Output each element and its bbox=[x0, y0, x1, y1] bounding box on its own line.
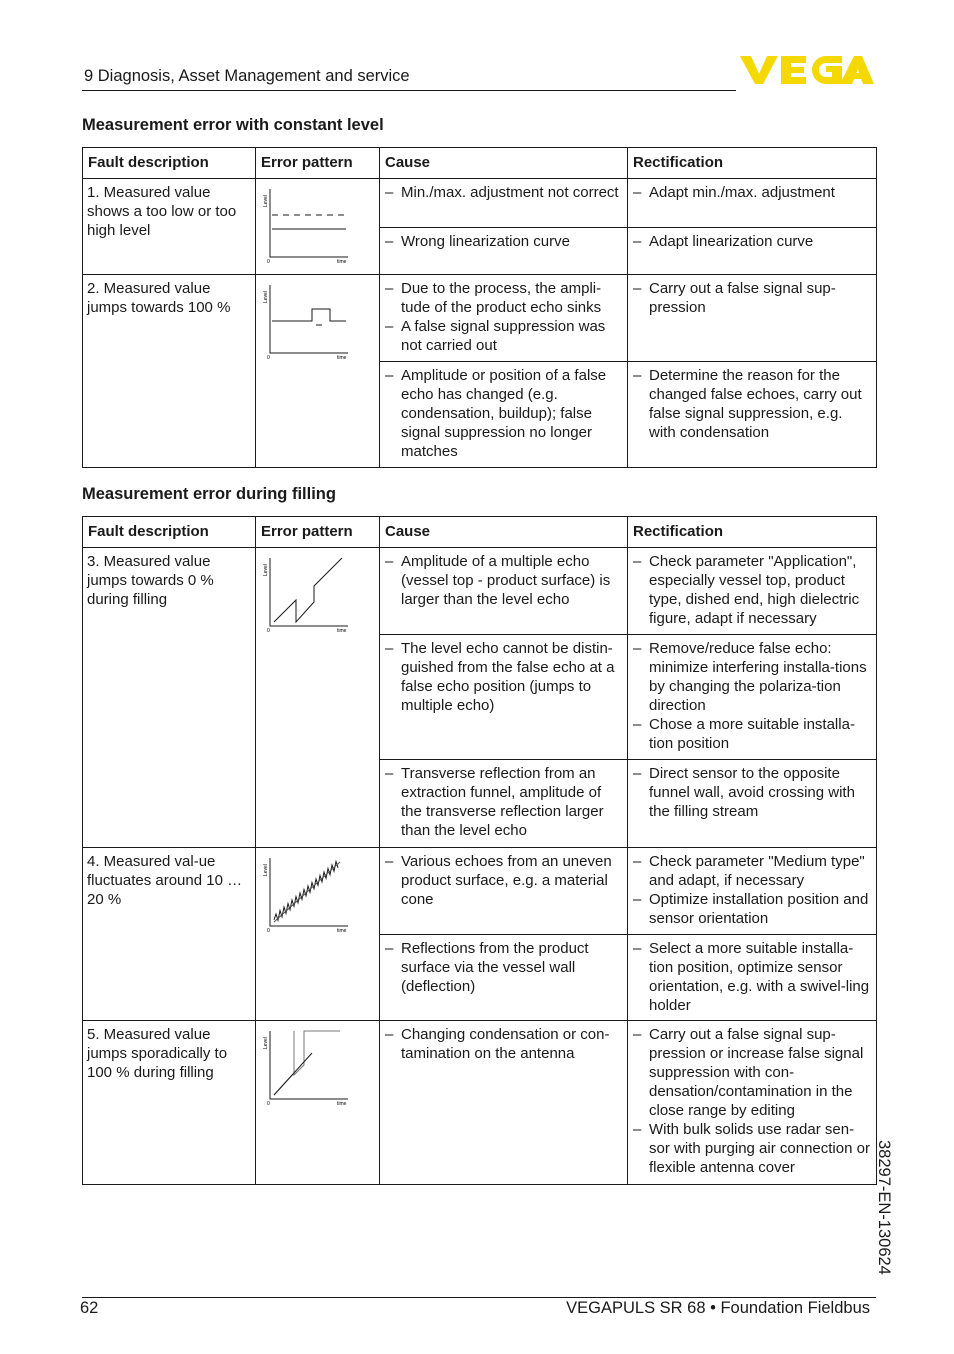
pattern-origin-label: 0 bbox=[267, 628, 270, 634]
rectification-cell bbox=[628, 228, 877, 275]
rectification-cell bbox=[628, 1021, 877, 1185]
pattern-measured-line bbox=[272, 309, 346, 321]
rectification-list bbox=[633, 366, 871, 442]
rectification-cell bbox=[628, 848, 877, 935]
pattern-true-level-line bbox=[274, 862, 340, 922]
rectification-item: – Select a more suitable installa-tion position, optimize sensor orientation, e.g. with a swivel-ling holder bbox=[633, 939, 871, 1015]
rectification-item: – Determine the reason for the changed false echoes, carry out false signal suppression, e.g. with condensation bbox=[633, 366, 871, 442]
pattern-x-label: time bbox=[337, 1101, 347, 1107]
fault-description: 1. Measured value shows a too low or too high level bbox=[83, 179, 256, 275]
pattern-y-label: Level bbox=[263, 864, 269, 876]
cause-cell bbox=[380, 548, 628, 635]
section2-table bbox=[82, 516, 877, 1185]
pattern-origin-label: 0 bbox=[267, 259, 270, 265]
error-pattern-cell bbox=[256, 179, 380, 275]
cause-cell bbox=[380, 760, 628, 848]
cause-item: – Wrong linearization curve bbox=[385, 232, 622, 251]
rectification-item: – Carry out a false signal sup-pression bbox=[633, 279, 871, 317]
pattern-axes bbox=[270, 189, 348, 257]
table-header-row bbox=[83, 517, 877, 548]
error-pattern-cell bbox=[256, 275, 380, 468]
rectification-item: – Adapt min./max. adjustment bbox=[633, 183, 871, 202]
rectification-list bbox=[633, 232, 871, 251]
cause-item: – Amplitude or position of a false echo has changed (e.g. condensation, buildup); false signal suppression no longer matches bbox=[385, 366, 622, 461]
rectification-list bbox=[633, 279, 871, 317]
pattern-axes bbox=[270, 1031, 348, 1099]
cause-cell bbox=[380, 179, 628, 228]
cause-item: – Amplitude of a multiple echo (vessel top - product surface) is larger than the level echo bbox=[385, 552, 622, 609]
cause-list bbox=[385, 1025, 622, 1063]
section2-title: Measurement error during filling bbox=[82, 485, 336, 503]
page-number: 62 bbox=[80, 1299, 99, 1317]
error-pattern-chart bbox=[260, 552, 350, 634]
cause-item: – Min./max. adjustment not correct bbox=[385, 183, 622, 202]
table-row bbox=[83, 548, 877, 635]
cause-list bbox=[385, 279, 622, 355]
col-fault-header: Fault description bbox=[83, 148, 256, 179]
col-cause-header: Cause bbox=[380, 517, 628, 548]
pattern-measured-line bbox=[274, 1031, 340, 1095]
pattern-origin-label: 0 bbox=[267, 928, 270, 934]
rectification-cell bbox=[628, 760, 877, 848]
rectification-item: – Check parameter "Application", especially vessel top, product type, dished end, high dielectric figure, adapt if necessary bbox=[633, 552, 871, 628]
rectification-item: – Optimize installation position and sensor orientation bbox=[633, 890, 871, 928]
section1-table bbox=[82, 147, 877, 468]
rectification-item: – Adapt linearization curve bbox=[633, 232, 871, 251]
cause-list bbox=[385, 639, 622, 715]
cause-list bbox=[385, 232, 622, 251]
rectification-item: – Carry out a false signal sup-pression or increase false signal suppression with con-densation/contamination in the close range by editing bbox=[633, 1025, 871, 1120]
rectification-list bbox=[633, 183, 871, 202]
rectification-cell bbox=[628, 935, 877, 1021]
section1-title: Measurement error with constant level bbox=[82, 116, 384, 134]
cause-list bbox=[385, 764, 622, 840]
cause-list bbox=[385, 552, 622, 609]
fault-description: 4. Measured val-ue fluctuates around 10 … 20 % bbox=[83, 848, 256, 1021]
error-pattern-chart bbox=[260, 1025, 350, 1107]
rectification-list bbox=[633, 1025, 871, 1177]
error-pattern-chart bbox=[260, 279, 350, 361]
pattern-measured-line bbox=[274, 862, 338, 921]
cause-item: – Changing condensation or con-tamination on the antenna bbox=[385, 1025, 622, 1063]
cause-list bbox=[385, 183, 622, 202]
cause-cell bbox=[380, 275, 628, 362]
pattern-x-label: time bbox=[337, 355, 347, 361]
rectification-item: – Direct sensor to the opposite funnel wall, avoid crossing with the filling stream bbox=[633, 764, 871, 821]
cause-item: – Due to the process, the ampli-tude of the product echo sinks bbox=[385, 279, 622, 317]
cause-cell bbox=[380, 362, 628, 468]
cause-cell bbox=[380, 635, 628, 760]
chapter-title: 9 Diagnosis, Asset Management and service bbox=[84, 67, 410, 85]
cause-item: – Various echoes from an uneven product surface, e.g. a material cone bbox=[385, 852, 622, 909]
rectification-cell bbox=[628, 548, 877, 635]
rectification-item: – With bulk solids use radar sen-sor with purging air connection or flexible antenna cover bbox=[633, 1120, 871, 1177]
error-pattern-chart bbox=[260, 852, 350, 934]
rectification-item: – Check parameter "Medium type" and adapt, if necessary bbox=[633, 852, 871, 890]
error-pattern-cell bbox=[256, 848, 380, 1021]
pattern-measured-line bbox=[274, 558, 342, 622]
fault-description: 2. Measured value jumps towards 100 % bbox=[83, 275, 256, 468]
table-row bbox=[83, 1021, 877, 1185]
rectification-cell bbox=[628, 179, 877, 228]
pattern-axes bbox=[270, 558, 348, 626]
col-rectification-header: Rectification bbox=[628, 148, 877, 179]
pattern-y-label: Level bbox=[263, 564, 269, 576]
cause-item: – Transverse reflection from an extraction funnel, amplitude of the transverse reflection larger than the level echo bbox=[385, 764, 622, 840]
pattern-x-label: time bbox=[337, 928, 347, 934]
header-divider bbox=[82, 90, 736, 91]
vega-logo bbox=[740, 52, 874, 86]
col-fault-header: Fault description bbox=[83, 517, 256, 548]
rectification-cell bbox=[628, 275, 877, 362]
rectification-list bbox=[633, 552, 871, 628]
error-pattern-cell bbox=[256, 1021, 380, 1185]
cause-cell bbox=[380, 935, 628, 1021]
pattern-origin-label: 0 bbox=[267, 355, 270, 361]
rectification-cell bbox=[628, 635, 877, 760]
pattern-y-label: Level bbox=[263, 291, 269, 303]
cause-cell bbox=[380, 848, 628, 935]
pattern-y-label: Level bbox=[263, 195, 269, 207]
rectification-list bbox=[633, 939, 871, 1015]
pattern-true-level-line bbox=[274, 1053, 312, 1095]
rectification-list bbox=[633, 852, 871, 928]
error-pattern-cell bbox=[256, 548, 380, 848]
pattern-x-label: time bbox=[337, 259, 347, 265]
rectification-item: – Chose a more suitable installa-tion position bbox=[633, 715, 871, 753]
cause-list bbox=[385, 852, 622, 909]
cause-cell bbox=[380, 1021, 628, 1185]
col-pattern-header: Error pattern bbox=[256, 517, 380, 548]
cause-item: – The level echo cannot be distin-guished from the false echo at a false echo position (jumps to multiple echo) bbox=[385, 639, 622, 715]
rectification-list bbox=[633, 639, 871, 753]
pattern-origin-label: 0 bbox=[267, 1101, 270, 1107]
table-row bbox=[83, 275, 877, 362]
pattern-axes bbox=[270, 285, 348, 353]
footer-divider bbox=[82, 1297, 876, 1298]
table-row bbox=[83, 179, 877, 228]
rectification-cell bbox=[628, 362, 877, 468]
error-pattern-chart bbox=[260, 183, 350, 265]
col-rectification-header: Rectification bbox=[628, 517, 877, 548]
cause-list bbox=[385, 366, 622, 461]
fault-description: 5. Measured value jumps sporadically to 100 % during filling bbox=[83, 1021, 256, 1185]
col-cause-header: Cause bbox=[380, 148, 628, 179]
pattern-y-label: Level bbox=[263, 1037, 269, 1049]
cause-item: – A false signal suppression was not carried out bbox=[385, 317, 622, 355]
fault-description: 3. Measured value jumps towards 0 % during filling bbox=[83, 548, 256, 848]
cause-cell bbox=[380, 228, 628, 275]
rectification-item: – Remove/reduce false echo: minimize interfering installa-tions by changing the polariza-tion direction bbox=[633, 639, 871, 715]
pattern-x-label: time bbox=[337, 628, 347, 634]
table-header-row bbox=[83, 148, 877, 179]
product-name: VEGAPULS SR 68 • Foundation Fieldbus bbox=[566, 1299, 870, 1317]
col-pattern-header: Error pattern bbox=[256, 148, 380, 179]
document-id: 38297-EN-130624 bbox=[875, 1140, 893, 1275]
cause-list bbox=[385, 939, 622, 996]
cause-item: – Reflections from the product surface via the vessel wall (deflection) bbox=[385, 939, 622, 996]
rectification-list bbox=[633, 764, 871, 821]
table-row bbox=[83, 848, 877, 935]
